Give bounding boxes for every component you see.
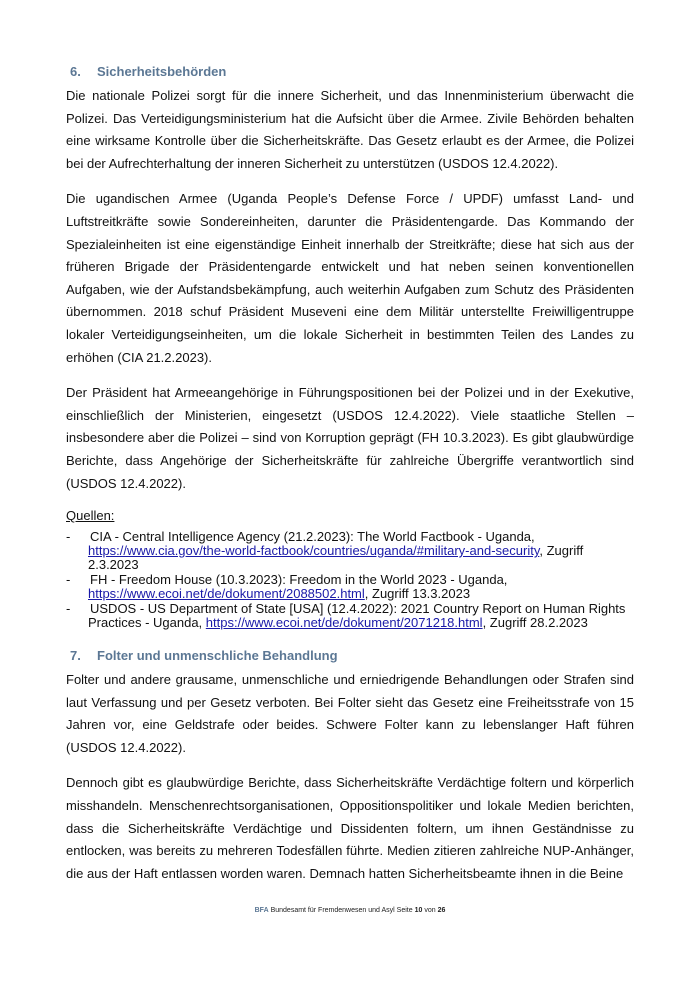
- list-dash: -: [66, 529, 71, 545]
- source-text: USDOS - US Department of State [USA] (12.4.2022): 2021 Country Report on Human Rights Practices - Uganda,: [88, 601, 626, 631]
- bfa-logo: BFA: [254, 907, 269, 914]
- paragraph: Die nationale Polizei sorgt für die innere Sicherheit, und das Innenministerium überwacht die Polizei. Das Verteidigungsministerium hat die Aufsicht über die Armee. Zivile Behörden behalten eine wirksame Kontrolle über die Sicherheitskräfte. Das Gesetz erlaubt es der Armee, die Polizei bei der Aufrechterhaltung der inneren Sicherheit zu unterstützen (USDOS 12.4.2022).: [66, 88, 634, 171]
- footer-page-total: 26: [437, 907, 446, 914]
- section-number: 6.: [70, 64, 81, 79]
- footer-of-label: von: [424, 907, 436, 914]
- source-link[interactable]: https://www.cia.gov/the-world-factbook/countries/uganda/#military-and-security: [88, 543, 540, 559]
- footer-page-number: 10: [414, 907, 423, 914]
- source-link[interactable]: https://www.ecoi.net/de/dokument/2088502.html: [88, 586, 365, 602]
- source-link[interactable]: https://www.ecoi.net/de/dokument/2071218.html: [205, 615, 483, 631]
- sources-heading: Quellen:: [66, 508, 115, 524]
- footer-page-label: Seite: [396, 907, 413, 914]
- source-item: [66, 602, 634, 630]
- source-item: [66, 530, 634, 572]
- paragraph: Die ugandischen Armee (Uganda People’s Defense Force / UPDF) umfasst Land- und Luftstreitkräfte sowie Sondereinheiten, darunter die Präsidentengarde. Das Kommando der Spezialeinheiten ist eine eigenständige Einheit innerhalb der Streitkräfte; diese hat sich aus der früheren Brigade der Präsidentengarde entwickelt und hat neben seinen konventionellen Aufgaben, wie der Aufstandsbekämpfung, auch weiterhin Aufgaben zum Schutz des Präsidenten übernommen. 2018 schuf Präsident Museveni eine dem Militär unterstellte Freiwilligentruppe lokaler Verteidigungseinheiten, um die lokale Sicherheit in bestimmten Teilen des Landes zu erhöhen (CIA 21.2.2023).: [66, 191, 634, 365]
- section-number: 7.: [70, 648, 81, 664]
- page-content: [66, 64, 634, 898]
- list-dash: -: [66, 572, 71, 588]
- list-dash: -: [66, 601, 71, 617]
- sources-list: [66, 530, 634, 630]
- source-access: , Zugriff 28.2.2023: [482, 615, 588, 631]
- section-heading-7: [70, 648, 634, 663]
- source-text: CIA - Central Intelligence Agency (21.2.2023): The World Factbook - Uganda,: [90, 529, 535, 545]
- source-text: FH - Freedom House (10.3.2023): Freedom in the World 2023 - Uganda,: [90, 572, 508, 588]
- source-item: [66, 573, 634, 601]
- footer-agency: Bundesamt für Fremdenwesen und Asyl: [270, 907, 395, 914]
- paragraph: Dennoch gibt es glaubwürdige Berichte, dass Sicherheitskräfte Verdächtige foltern und körperlich misshandeln. Menschenrechtsorganisationen, Oppositionspolitiker und lokale Medien berichten, dass die Sicherheitskräfte Verdächtige und Dissidenten foltern, um ihnen Geständnisse zu entlocken, was bereits zu mehreren Todesfällen führte. Medien zitieren zahlreiche NUP-Anhänger, die aus der Haft entlassen worden waren. Demnach hatten Sicherheitsbeamte ihnen in die Beine: [66, 775, 634, 881]
- section-title: Folter und unmenschliche Behandlung: [97, 648, 338, 664]
- source-access: , Zugriff 13.3.2023: [364, 586, 471, 602]
- section-heading-6: [70, 64, 634, 79]
- source-access: , Zugriff 2.3.2023: [88, 543, 584, 573]
- section-title: Sicherheitsbehörden: [97, 64, 227, 79]
- paragraph: Der Präsident hat Armeeangehörige in Führungspositionen bei der Polizei und in der Exekutive, einschließlich der Ministerien, eingesetzt (USDOS 12.4.2022). Viele staatliche Stellen – insbesondere aber die Polizei – sind von Korruption geprägt (FH 10.3.2023). Es gibt glaubwürdige Berichte, dass Angehörige der Sicherheitskräfte für zahlreiche Übergriffe verantwortlich sind (USDOS 12.4.2022).: [66, 385, 634, 491]
- page-footer: [0, 907, 700, 914]
- paragraph: Folter und andere grausame, unmenschliche und erniedrigende Behandlungen oder Strafen sind laut Verfassung und per Gesetz verboten. Bei Folter sieht das Gesetz eine Freiheitsstrafe von 15 Jahren vor, eine Geldstrafe oder beides. Schwere Folter kann zu lebenslanger Haft führen (USDOS 12.4.2022).: [66, 672, 634, 755]
